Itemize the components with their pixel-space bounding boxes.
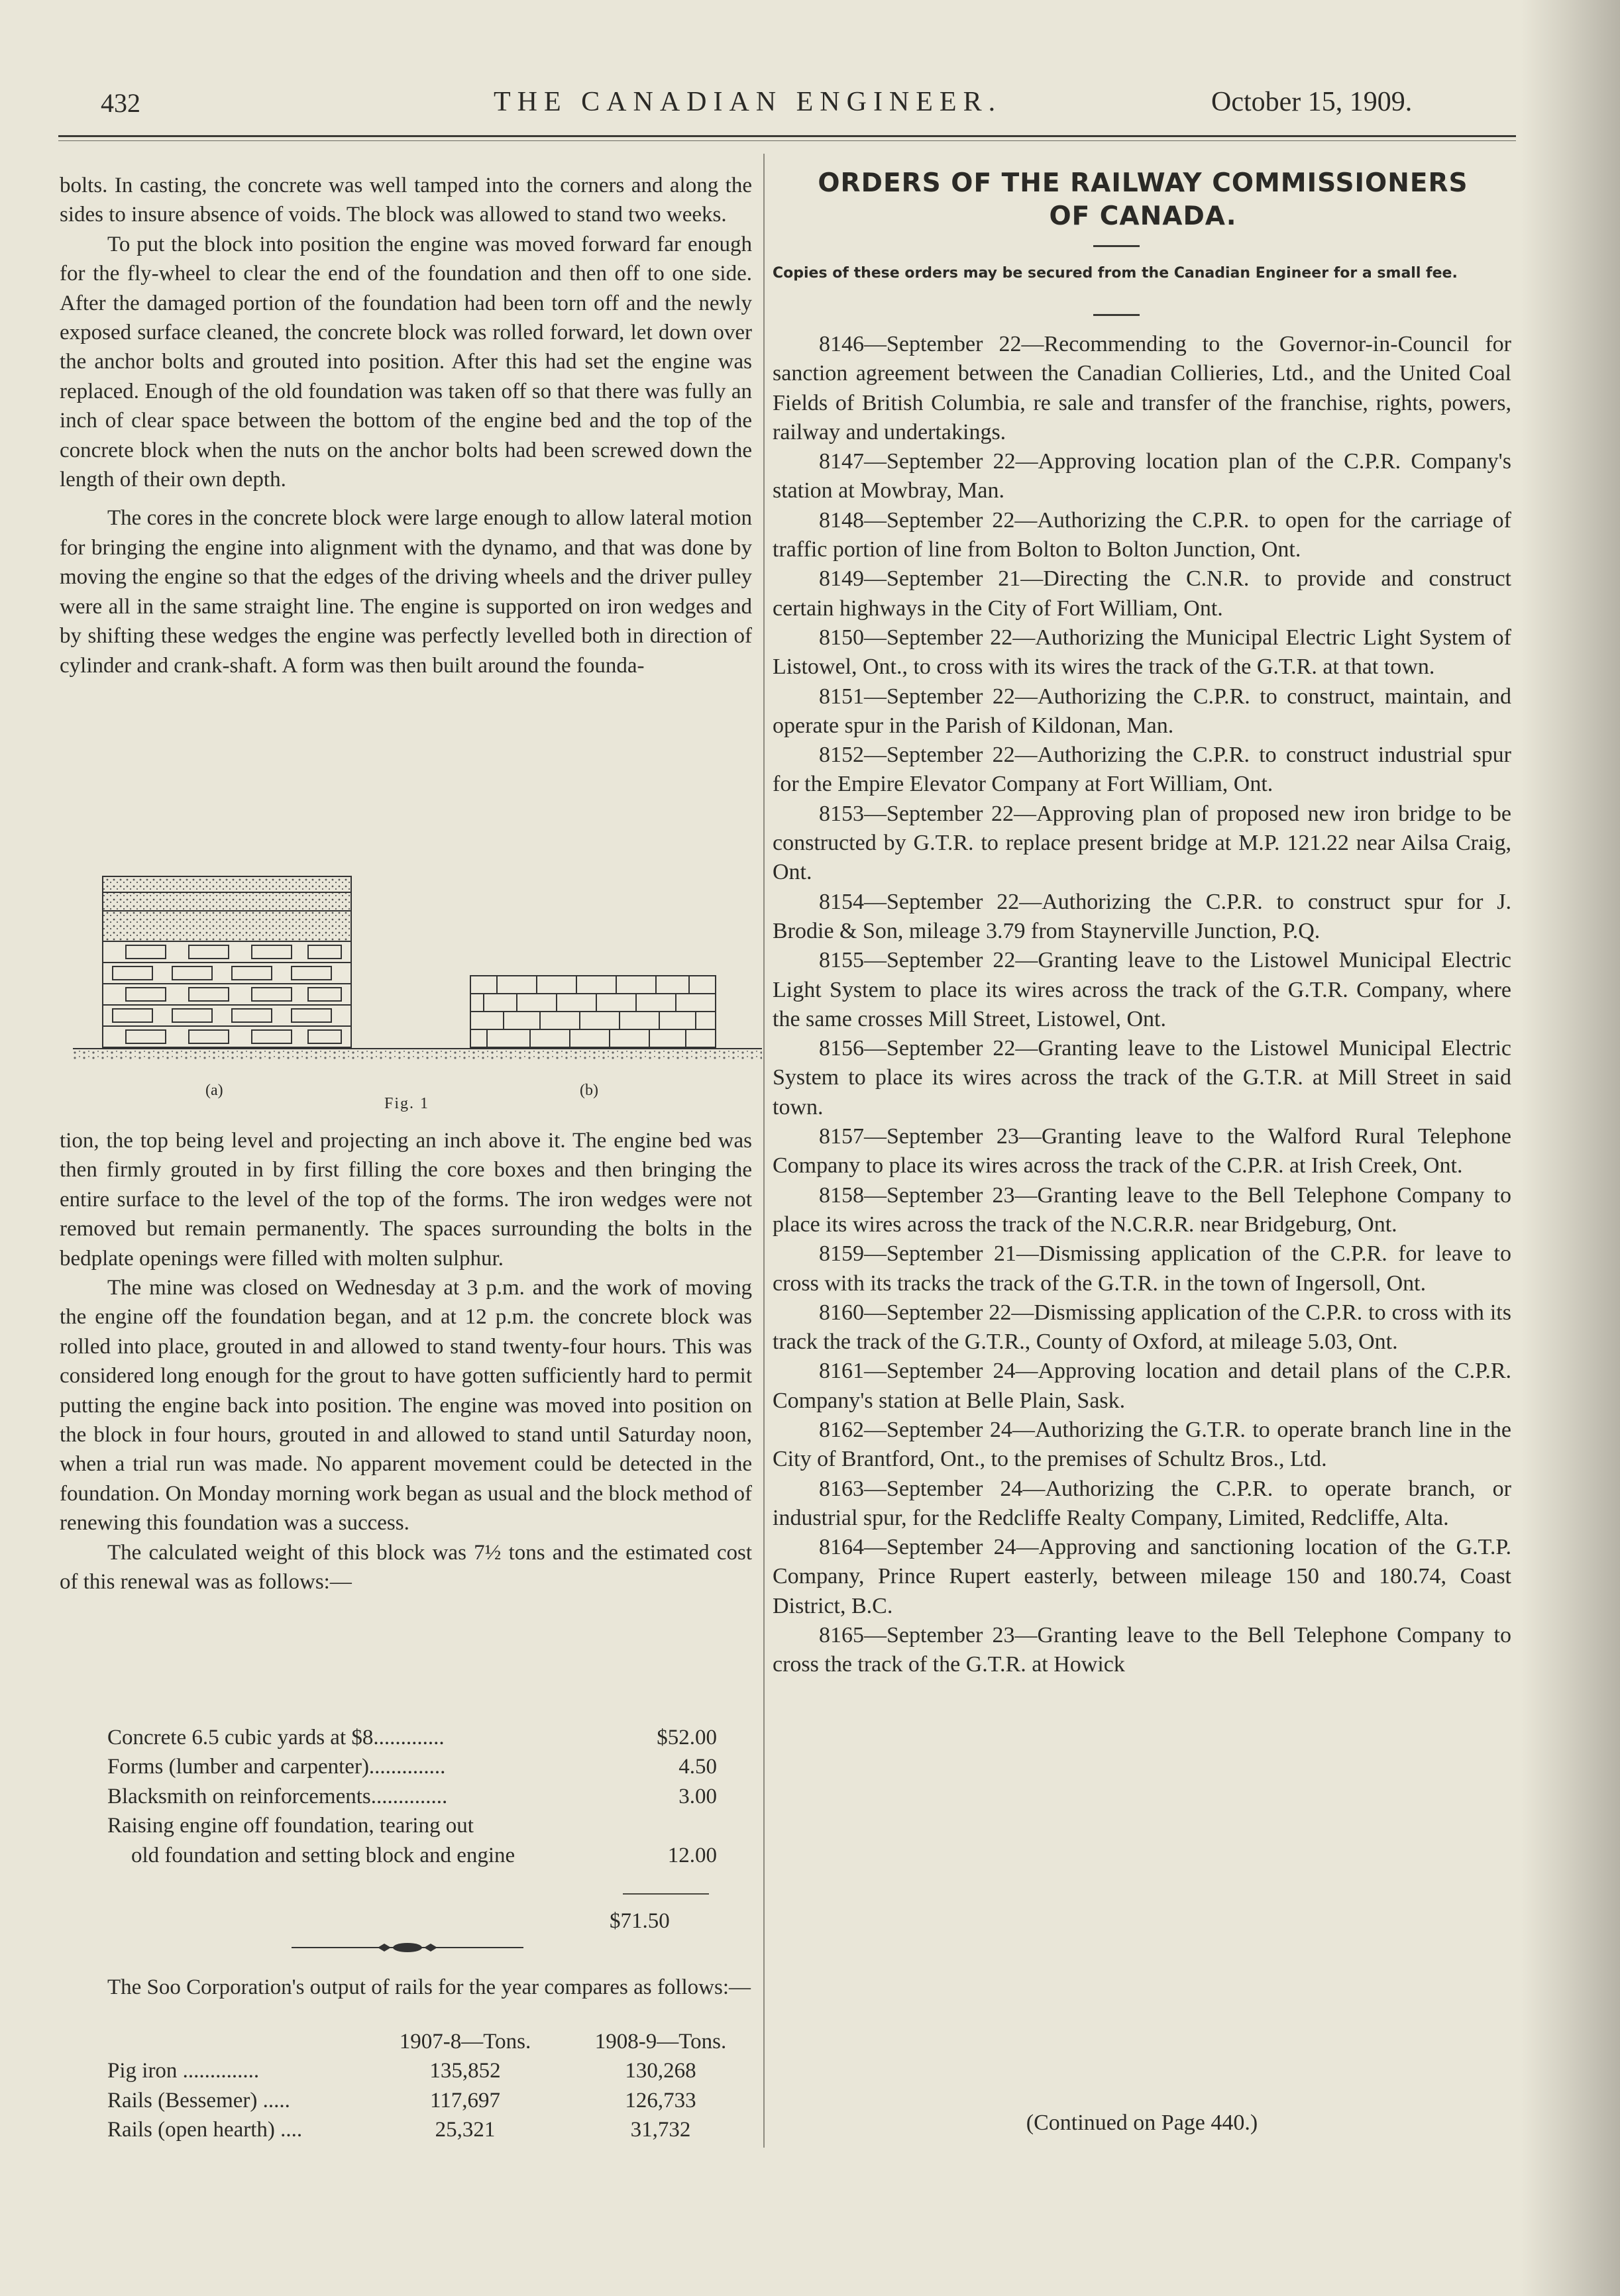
order-item: 8154—September 22—Authorizing the C.P.R. to construct spur for J. Brodie & Son, mileage 3.79 from Staynerville Junction, P.Q. bbox=[773, 889, 1511, 943]
table-row: Pig iron .............. 135,852 130,268 bbox=[107, 2059, 696, 2083]
section-title bbox=[775, 167, 1511, 233]
order-item: 8152—September 22—Authorizing the C.P.R. to construct industrial spur for the Empire Elevator Company at Fort William, Ont. bbox=[773, 743, 1511, 797]
order-item: 8162—September 24—Authorizing the G.T.R. to operate branch line in the City of Brantford, Ont., to the premises of Schultz Bros., Ltd. bbox=[773, 1417, 1511, 1472]
paragraph: The cores in the concrete block were large enough to allow lateral motion for bringing the engine into alignment with the dynamo, and that was done by moving the engine so that the edges of the driving wheels and the driver pulley were all in the same straight line. The engine is supported on iron wedges and by shifting these wedges the engine was perfectly levelled both in direction of cylinder and crank-shaft. A form was then built around the founda- bbox=[60, 506, 752, 678]
section-title-line2: OF CANADA. bbox=[1049, 201, 1237, 231]
cost-row: Forms (lumber and carpenter).............. 4.50 bbox=[107, 1755, 717, 1779]
block-b bbox=[470, 976, 716, 1047]
ornament-divider bbox=[292, 1934, 523, 1961]
cost-table bbox=[107, 1726, 717, 1873]
order-item: 8153—September 22—Approving plan of proposed new iron bridge to be constructed by G.T.R. to replace present bridge at M.P. 121.22 near Ailsa Craig, Ont. bbox=[773, 801, 1511, 885]
title-rule bbox=[1093, 245, 1140, 247]
continued-note: (Continued on Page 440.) bbox=[1026, 2111, 1258, 2135]
order-item: 8161—September 24—Approving location and detail plans of the C.P.R. Company's station at Belle Plain, Sask. bbox=[773, 1359, 1511, 1413]
rails-table bbox=[107, 2030, 750, 2148]
total-rule bbox=[623, 1893, 709, 1895]
order-item: 8159—September 21—Dismissing application of the C.P.R. for leave to cross with its tracks the track of the G.T.R. in the town of Ingersoll, Ont. bbox=[773, 1241, 1511, 1296]
cost-row: Blacksmith on reinforcements.............. 3.00 bbox=[107, 1784, 717, 1808]
page-binding-shadow bbox=[1521, 0, 1620, 2296]
order-item: 8163—September 24—Authorizing the C.P.R. to operate branch, or industrial spur, for the Redcliffe Realty Company, Limited, Redcliffe, Alta. bbox=[773, 1476, 1511, 1530]
order-item: 8150—September 22—Authorizing the Municipal Electric Light System of Listowel, Ont., to cross with its wires the track of the G.T.R. at that town. bbox=[773, 625, 1511, 680]
section-title-line1: ORDERS OF THE RAILWAY COMMISSIONERS bbox=[818, 168, 1468, 198]
figure-label-a: (a) bbox=[205, 1082, 223, 1099]
paragraph: The Soo Corporation's output of rails for the year compares as follows:— bbox=[107, 1975, 751, 1999]
page-number: 432 bbox=[101, 88, 140, 118]
order-item: 8160—September 22—Dismissing application of the C.P.R. to cross with its track the track of the G.T.R., County of Oxford, at mileage 5.03, Ont. bbox=[773, 1300, 1511, 1355]
order-item: 8148—September 22—Authorizing the C.P.R. to open for the carriage of traffic portion of line from Bolton to Bolton Junction, Ont. bbox=[773, 507, 1511, 562]
journal-title: THE CANADIAN ENGINEER. bbox=[494, 87, 1002, 117]
note-rule bbox=[1093, 314, 1140, 316]
order-item: 8146—September 22—Recommending to the Governor-in-Council for sanction agreement between the Canadian Collieries, Ltd., and the United Coal Fields of British Columbia, re sale and transfer of the franchise, rights, powers, railway and undertakings. bbox=[773, 332, 1511, 444]
paragraph: The calculated weight of this block was 7½ tons and the estimated cost of this renewal was as follows:— bbox=[60, 1540, 752, 1594]
order-item: 8147—September 22—Approving location plan of the C.P.R. Company's station at Mowbray, Man. bbox=[773, 449, 1511, 503]
paragraph: The mine was closed on Wednesday at 3 p.m. and the work of moving the engine off the foundation began, and at 12 p.m. the concrete block was rolled into place, grouted in and allowed to stand twenty-four hours. This was considered long enough for the grout to have gotten sufficiently hard to permit putting the engine back into position. The engine was moved into position on the block in four hours, grouted in and allowed to stand until Saturday noon, when a trial run was made. No apparent movement could be detected in the foundation. On Monday morning work began as usual and the block method of renewing this foundation was a success. bbox=[60, 1276, 752, 1536]
order-item: 8164—September 24—Approving and sanctioning location of the G.T.P. Company, Prince Rupert easterly, between mileage 150 and 180.74, Coast District, B.C. bbox=[773, 1535, 1511, 1618]
order-item: 8149—September 21—Directing the C.N.R. to provide and construct certain highways in the City of Fort William, Ont. bbox=[773, 566, 1511, 621]
order-item: 8151—September 22—Authorizing the C.P.R. to construct, maintain, and operate spur in the Parish of Kildonan, Man. bbox=[773, 684, 1511, 738]
block-a bbox=[103, 876, 351, 1047]
figure-caption: Fig. 1 bbox=[384, 1095, 430, 1112]
foundation-diagram bbox=[73, 864, 762, 1090]
soo-paragraph-block bbox=[60, 1973, 752, 2002]
paragraph: tion, the top being level and projecting an inch above it. The engine bed was then firmly grouted in by first filling the core boxes and then bringing the entire surface to the level of the top of the forms. The iron wedges were not removed but remain permanently. The spaces surrounding the bolts in the bedplate openings were filled with molten sulphur. bbox=[60, 1129, 752, 1271]
cost-row: Raising engine off foundation, tearing out bbox=[107, 1814, 474, 1838]
order-item: 8165—September 23—Granting leave to the Bell Telephone Company to cross the track of the G.T.R. at Howick bbox=[773, 1623, 1511, 1677]
column-divider bbox=[763, 154, 765, 2148]
left-column-top bbox=[60, 171, 752, 680]
cost-row: Concrete 6.5 cubic yards at $8............. $52.00 bbox=[107, 1726, 717, 1749]
figure-label-b: (b) bbox=[580, 1082, 598, 1099]
cost-total: $71.50 bbox=[610, 1909, 670, 1933]
table-row: Rails (open hearth) .... 25,321 31,732 bbox=[107, 2118, 691, 2142]
paragraph: bolts. In casting, the concrete was well tamped into the corners and along the sides to insure absence of voids. The block was allowed to stand two weeks. bbox=[60, 174, 752, 227]
paragraph: To put the block into position the engine was moved forward far enough for the fly-wheel to clear the end of the foundation and then off to one side. After the damaged portion of the foundation had been torn off and the newly exposed surface cleaned, the concrete block was rolled forward, let down over the anchor bolts and grouted into position. After this had set the engine was replaced. Enough of the old foundation was taken off so that there was fully an inch of clear space between the bottom of the engine bed and the top of the concrete block when the nuts on the anchor bolts had been screwed down the length of their own depth. bbox=[60, 232, 752, 492]
table-row: Rails (Bessemer) ..... 117,697 126,733 bbox=[107, 2088, 696, 2113]
running-header bbox=[60, 86, 1517, 132]
ground-line bbox=[73, 1049, 762, 1060]
order-item: 8155—September 22—Granting leave to the Listowel Municipal Electric Light System to place its wires across the track of the G.T.R. Company, where the same crosses Mill Street, Listowel, Ont. bbox=[773, 948, 1511, 1031]
header-rule bbox=[58, 135, 1516, 137]
cost-row: old foundation and setting block and engine 12.00 bbox=[131, 1843, 717, 1867]
issue-date: October 15, 1909. bbox=[1211, 87, 1413, 117]
left-column-bottom bbox=[60, 1126, 752, 1597]
orders-list bbox=[773, 330, 1511, 1680]
figure-1 bbox=[73, 864, 762, 1116]
order-item: 8157—September 23—Granting leave to the Walford Rural Telephone Company to place its wires across the track of the C.P.R. at Irish Creek, Ont. bbox=[773, 1124, 1511, 1178]
order-item: 8158—September 23—Granting leave to the Bell Telephone Company to place its wires across the track of the N.C.R.R. near Bridgeburg, Ont. bbox=[773, 1182, 1511, 1237]
order-item: 8156—September 22—Granting leave to the Listowel Municipal Electric System to place its wires across the track of the G.T.R. at Mill Street in said town. bbox=[773, 1036, 1511, 1120]
header-rule-thin bbox=[58, 140, 1516, 141]
orders-note: Copies of these orders may be secured from the Canadian Engineer for a small fee. bbox=[773, 265, 1458, 282]
table-header-row: 1907-8—Tons. 1908-9—Tons. bbox=[399, 2030, 727, 2054]
